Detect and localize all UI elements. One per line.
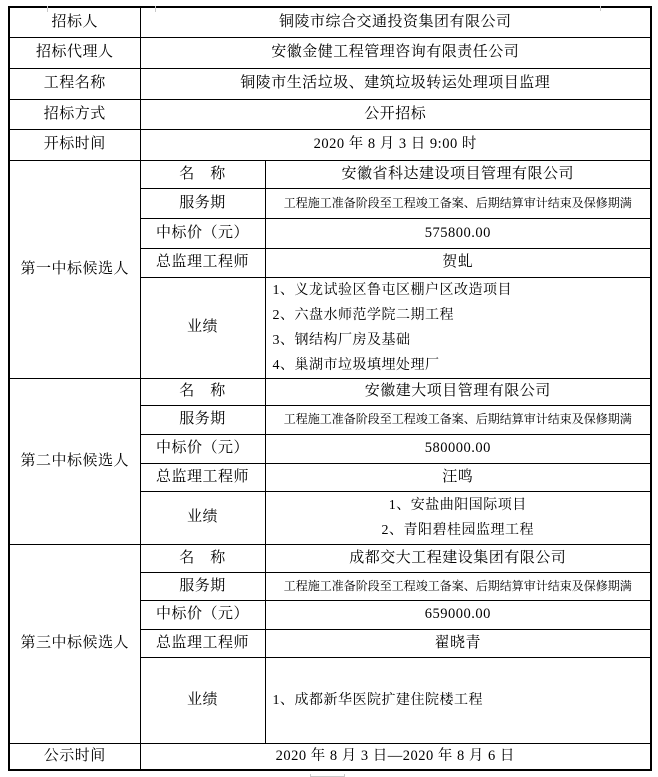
candidate-3-label: 第三中标候选人 [9, 544, 140, 743]
row-label-bidding-method: 招标方式 [9, 99, 140, 129]
candidate-2-chief-engineer: 汪鸣 [265, 463, 651, 491]
field-label-bid-price: 中标价（元） [140, 218, 265, 248]
bid-announcement-table [8, 6, 652, 771]
candidate-1-name: 安徽省科达建设项目管理有限公司 [265, 160, 651, 188]
candidate-3-service-period: 工程施工准备阶段至工程竣工备案、后期结算审计结束及保修期满 [265, 572, 651, 600]
gridline-artifact [155, 6, 156, 12]
field-label-name: 名 称 [140, 160, 265, 188]
row-label-agent: 招标代理人 [9, 37, 140, 68]
candidate-2-achievements [265, 491, 651, 544]
field-label-bid-price: 中标价（元） [140, 434, 265, 463]
candidate-1-bid-price: 575800.00 [265, 218, 651, 248]
candidate-2-bid-price: 580000.00 [265, 434, 651, 463]
field-label-chief-engineer: 总监理工程师 [140, 248, 265, 277]
achievement-item: 2、青阳碧桂园监理工程 [381, 522, 534, 538]
gridline-artifact [47, 6, 48, 12]
field-label-name: 名 称 [140, 544, 265, 572]
achievement-item: 4、巢湖市垃圾填埋处理厂 [272, 357, 440, 373]
row-label-opening-time: 开标时间 [9, 129, 140, 160]
publicity-time-value: 2020 年 8 月 3 日—2020 年 8 月 6 日 [140, 743, 651, 770]
candidate-1-achievements [265, 277, 651, 378]
field-label-achievements: 业绩 [140, 491, 265, 544]
row-label-publicity-time: 公示时间 [9, 743, 140, 770]
achievement-item: 2、六盘水师范学院二期工程 [272, 307, 454, 323]
opening-time-value: 2020 年 8 月 3 日 9:00 时 [140, 129, 651, 160]
field-label-chief-engineer: 总监理工程师 [140, 629, 265, 657]
achievement-item: 1、义龙试验区鲁屯区棚户区改造项目 [272, 282, 512, 298]
candidate-1-service-period: 工程施工准备阶段至工程竣工备案、后期结算审计结束及保修期满 [265, 188, 651, 218]
gridline-artifact [600, 6, 601, 11]
field-label-service-period: 服务期 [140, 572, 265, 600]
candidate-2-service-period: 工程施工准备阶段至工程竣工备案、后期结算审计结束及保修期满 [265, 405, 651, 434]
agent-value: 安徽金健工程管理咨询有限责任公司 [140, 37, 651, 68]
achievement-item: 3、钢结构厂房及基础 [272, 332, 411, 348]
field-label-achievements: 业绩 [140, 657, 265, 743]
row-label-project-name: 工程名称 [9, 68, 140, 99]
candidate-3-chief-engineer: 翟晓青 [265, 629, 651, 657]
field-label-chief-engineer: 总监理工程师 [140, 463, 265, 491]
candidate-3-achievements [265, 657, 651, 743]
candidate-3-bid-price: 659000.00 [265, 600, 651, 629]
achievement-item: 1、成都新华医院扩建住院楼工程 [272, 692, 483, 708]
field-label-bid-price: 中标价（元） [140, 600, 265, 629]
field-label-name: 名 称 [140, 378, 265, 405]
tenderee-value: 铜陵市综合交通投资集团有限公司 [140, 7, 651, 37]
field-label-service-period: 服务期 [140, 188, 265, 218]
field-label-achievements: 业绩 [140, 277, 265, 378]
candidate-2-label: 第二中标候选人 [9, 378, 140, 544]
row-label-tenderee: 招标人 [9, 7, 140, 37]
candidate-1-chief-engineer: 贺虬 [265, 248, 651, 277]
bidding-method-value: 公开招标 [140, 99, 651, 129]
project-name-value: 铜陵市生活垃圾、建筑垃圾转运处理项目监理 [140, 68, 651, 99]
field-label-service-period: 服务期 [140, 405, 265, 434]
achievement-item: 1、安盐曲阳国际项目 [388, 497, 527, 513]
candidate-2-name: 安徽建大项目管理有限公司 [265, 378, 651, 405]
candidate-1-label: 第一中标候选人 [9, 160, 140, 378]
candidate-3-name: 成都交大工程建设集团有限公司 [265, 544, 651, 572]
